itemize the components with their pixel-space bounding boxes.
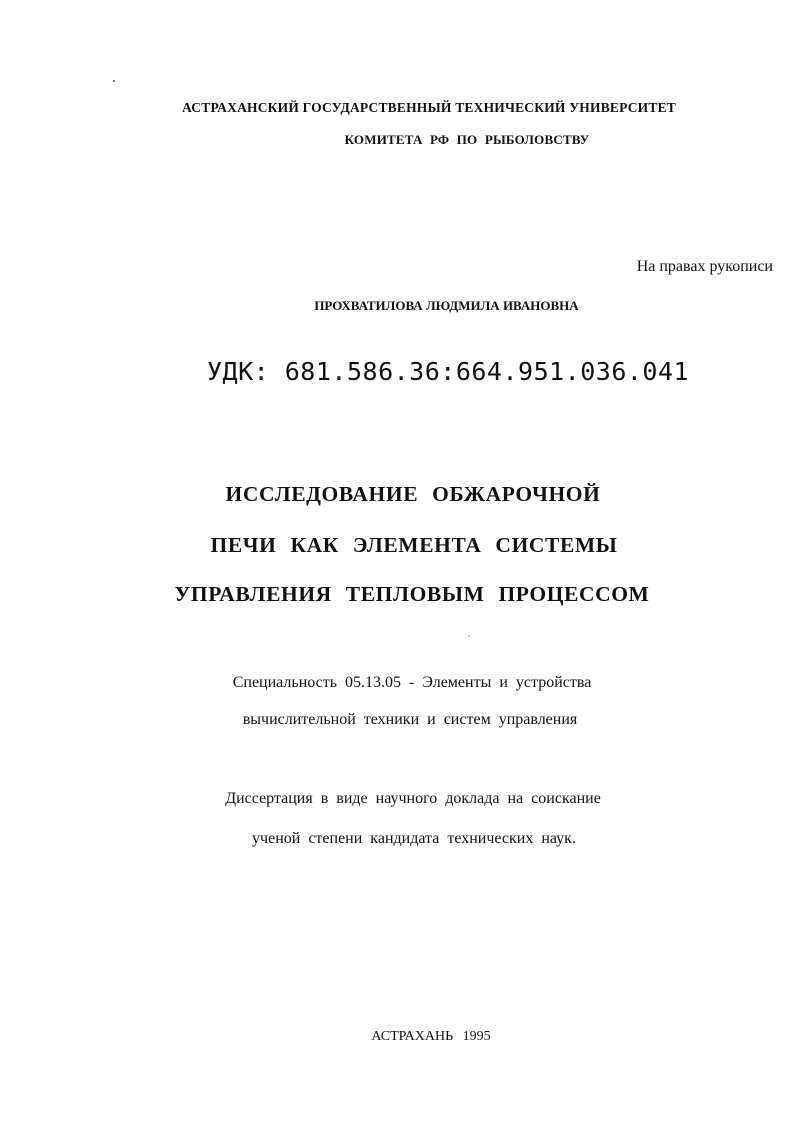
footer-city: АСТРАХАНЬ: [371, 1029, 454, 1044]
title-line-1: ИССЛЕДОВАНИЕ ОБЖАРОЧНОЙ: [225, 482, 601, 506]
university-name: АСТРАХАНСКИЙ ГОСУДАРСТВЕННЫЙ ТЕХНИЧЕСКИЙ УНИВЕРСИТЕТ: [182, 100, 676, 115]
dissertation-line-1: Диссертация в виде научного доклада на соискание: [225, 790, 601, 807]
scan-speck: [113, 80, 115, 82]
manuscript-rights-note: На правах рукописи: [636, 258, 773, 275]
footer-year: 1995: [462, 1029, 491, 1044]
specialty-line-2: вычислительной техники и систем управления: [242, 711, 578, 728]
committee-name: КОМИТЕТА РФ ПО РЫБОЛОВСТВУ: [344, 132, 590, 147]
scan-speck: [468, 635, 470, 637]
author-name: ПРОХВАТИЛОВА ЛЮДМИЛА ИВАНОВНА: [314, 298, 579, 313]
title-line-3: УПРАВЛЕНИЯ ТЕПЛОВЫМ ПРОЦЕССОМ: [174, 582, 650, 606]
specialty-line-1: Специальность 05.13.05 - Элементы и устройства: [232, 674, 592, 691]
udc-code: УДК: 681.586.36:664.951.036.041: [207, 357, 690, 386]
dissertation-line-2: ученой степени кандидата технических наук.: [252, 830, 576, 847]
title-line-2: ПЕЧИ КАК ЭЛЕМЕНТА СИСТЕМЫ: [210, 533, 618, 557]
footer-place-year: [0, 1029, 798, 1045]
